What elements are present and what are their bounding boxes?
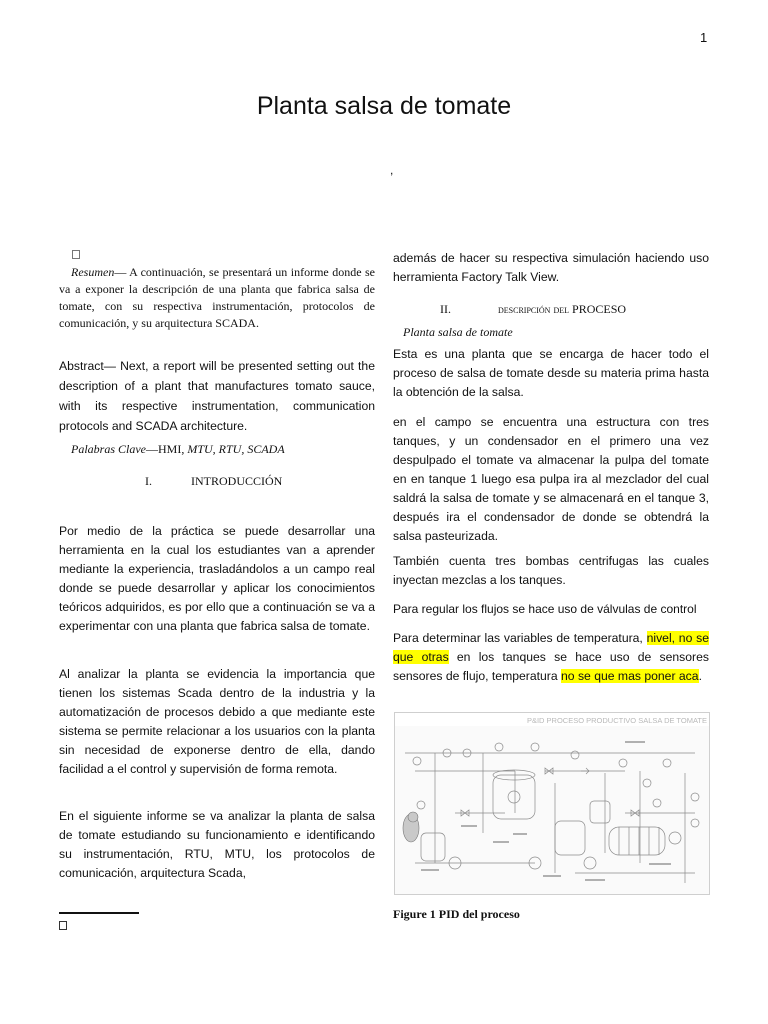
process-paragraph-3: También cuenta tres bombas centrifugas las cuales inyectan mezclas a los tanques.: [393, 554, 709, 587]
right-continuation-paragraph: además de hacer su respectiva simulación haciendo uso herramienta Factory Talk View.: [393, 251, 709, 284]
process-paragraph-highlighted: [393, 629, 709, 686]
pid-figure: [394, 712, 710, 895]
intro-paragraph-3: En el siguiente informe se va analizar la planta de salsa de tomate estudiando su funcionamiento e identificando su instrumentación, RTU, MTU, los protocolos de comunicación, arquitectura Scada,: [59, 809, 375, 880]
resumen-label: Resumen: [71, 265, 115, 279]
section-2-title: [498, 302, 626, 317]
footnote-mark-icon: [59, 921, 67, 930]
highlight-mark-1: nivel, no se que otras: [393, 631, 709, 664]
pid-diagram: [395, 713, 709, 894]
keywords-label: Palabras Clave: [71, 442, 146, 456]
figure-caption: Figure 1 PID del proceso: [393, 907, 520, 921]
section-2-title-rest: PROCESO: [569, 302, 627, 316]
section-2-title-smallcaps: descripción del: [498, 302, 570, 316]
process-paragraph-4: Para regular los flujos se hace uso de válvulas de control: [393, 602, 697, 616]
section-1-number: I.: [145, 474, 152, 488]
process-paragraph-1: Esta es una planta que se encarga de hacer todo el proceso de salsa de tomate desde su materia prima hasta la obtención de la salsa.: [393, 347, 709, 399]
keywords-line: [59, 442, 375, 457]
section-heading-2: [393, 302, 709, 318]
highlight-text-1: Para determinar las variables de temperatura,: [393, 631, 647, 645]
highlight-mark-2: no se que mas poner aca: [561, 669, 699, 683]
figure-header: P&ID PROCESO PRODUCTIVO SALSA DE TOMATE: [526, 716, 707, 725]
keywords-hmi: —HMI,: [146, 442, 185, 456]
resumen-paragraph: [59, 264, 375, 332]
bullet-box-icon: [72, 250, 80, 259]
keywords-rest: MTU, RTU, SCADA: [184, 442, 285, 456]
subsection-heading: Planta salsa de tomate: [403, 325, 513, 339]
section-heading-1: [59, 474, 375, 490]
stray-mark: ,: [390, 163, 394, 177]
page-number: 1: [700, 30, 708, 45]
paper-title: Planta salsa de tomate: [256, 92, 512, 120]
resumen-text: — A continuación, se presentará un informe donde se va a exponer la descripción de una planta que fabrica salsa de tomate, con su respectiva instrumentación, protocolos de comunicación, y su arquitectura SCADA.: [59, 265, 375, 330]
section-1-title: INTRODUCCIÓN: [191, 474, 283, 488]
abstract-paragraph: Abstract— Next, a report will be presented setting out the description of a plant that manufactures tomato sauce, with its respective instrumentation, communication protocols and SCADA architecture.: [59, 359, 375, 433]
footnote-rule: [59, 912, 139, 914]
highlight-text-2: en los tanques se hace uso de sensores sensores de flujo, temperatura: [393, 650, 709, 683]
process-paragraph-2: en el campo se encuentra una estructura con tres tanques, y un condensador en el primero una vez despulpado el tomate va almacenar la pulpa del tomate en en tanque 1 luego esa pulpa ira al mezclador del cual saldrá la salsa de tomate y se almacenará en el tanque 3, después ira el condensador de donde se obtendrá la salsa pasteurizada.: [393, 415, 709, 543]
highlight-text-3: .: [698, 669, 702, 683]
section-2-number: II.: [440, 302, 451, 316]
intro-paragraph-1: Por medio de la práctica se puede desarrollar una herramienta en la cual los estudiantes van a aprender mediante la experiencia, trasladándolos a un campo real donde se puede desarrollar y aplicar los conocimientos teóricos adquiridos, es por ello que a continuación se va a experimentar con una planta que fabrica salsa de tomate.: [59, 524, 375, 633]
intro-paragraph-2: Al analizar la planta se evidencia la importancia que tienen los sistemas Scada dentro de la industria y la automatización de procesos debido a que mediante este sistema se permite relacionar a los usuarios con la planta sin necesidad de exponerse dentro de ella, dando facilidad a el control y supervisión de forma remota.: [59, 667, 375, 776]
